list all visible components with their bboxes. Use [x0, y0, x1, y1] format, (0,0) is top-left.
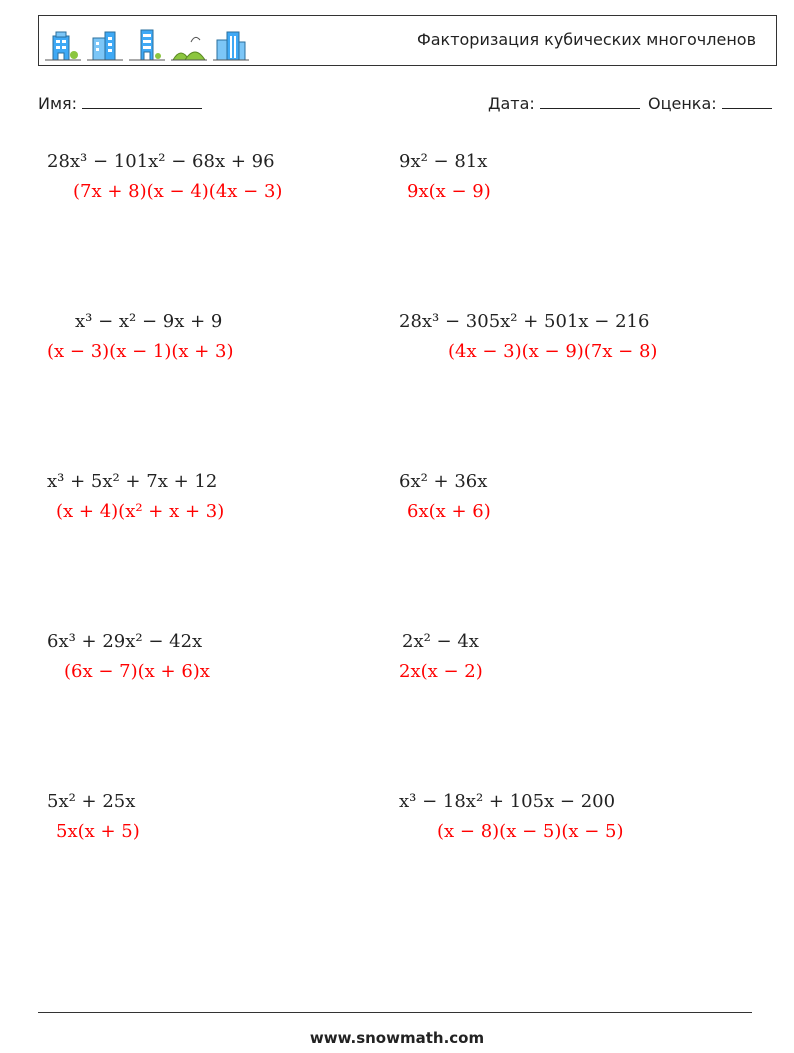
name-label: Имя: — [38, 94, 78, 113]
problem-answer: 6x(x + 6) — [407, 501, 491, 522]
logo-strip — [45, 22, 249, 62]
building-4-icon — [213, 28, 249, 62]
problem-answer: (7x + 8)(x − 4)(4x − 3) — [73, 181, 283, 202]
date-blank[interactable] — [540, 94, 640, 109]
problem-expression: 6x³ + 29x² − 42x — [47, 631, 203, 652]
grade-field — [648, 94, 772, 113]
date-field — [488, 94, 640, 113]
problem-answer: 2x(x − 2) — [399, 661, 483, 682]
problem-answer: (x + 4)(x² + x + 3) — [56, 501, 225, 522]
worksheet-header — [38, 15, 777, 66]
problem-answer: (x − 3)(x − 1)(x + 3) — [47, 341, 234, 362]
problem-answer: (6x − 7)(x + 6)x — [64, 661, 210, 682]
building-3-icon — [129, 28, 165, 62]
date-label: Дата: — [488, 94, 535, 113]
problem-answer: (x − 8)(x − 5)(x − 5) — [437, 821, 624, 842]
problem-expression: x³ − 18x² + 105x − 200 — [399, 791, 616, 812]
park-icon — [171, 28, 207, 62]
grade-blank[interactable] — [722, 94, 772, 109]
grade-label: Оценка: — [648, 94, 717, 113]
problem-expression: 2x² − 4x — [402, 631, 479, 652]
problem-expression: 9x² − 81x — [399, 151, 488, 172]
problem-expression: x³ + 5x² + 7x + 12 — [47, 471, 218, 492]
problem-expression: 28x³ − 101x² − 68x + 96 — [47, 151, 275, 172]
name-field — [38, 94, 202, 113]
problem-expression: 28x³ − 305x² + 501x − 216 — [399, 311, 650, 332]
problem-answer: (4x − 3)(x − 9)(7x − 8) — [448, 341, 658, 362]
worksheet-title: Факторизация кубических многочленов — [416, 30, 756, 49]
footer-divider — [38, 1012, 752, 1013]
problem-expression: 6x² + 36x — [399, 471, 488, 492]
problem-expression: x³ − x² − 9x + 9 — [75, 311, 223, 332]
building-1-icon — [45, 28, 81, 62]
footer-url[interactable]: www.snowmath.com — [309, 1029, 485, 1047]
problem-answer: 9x(x − 9) — [407, 181, 491, 202]
problem-answer: 5x(x + 5) — [56, 821, 140, 842]
problem-expression: 5x² + 25x — [47, 791, 136, 812]
building-2-icon — [87, 28, 123, 62]
name-blank[interactable] — [82, 94, 202, 109]
